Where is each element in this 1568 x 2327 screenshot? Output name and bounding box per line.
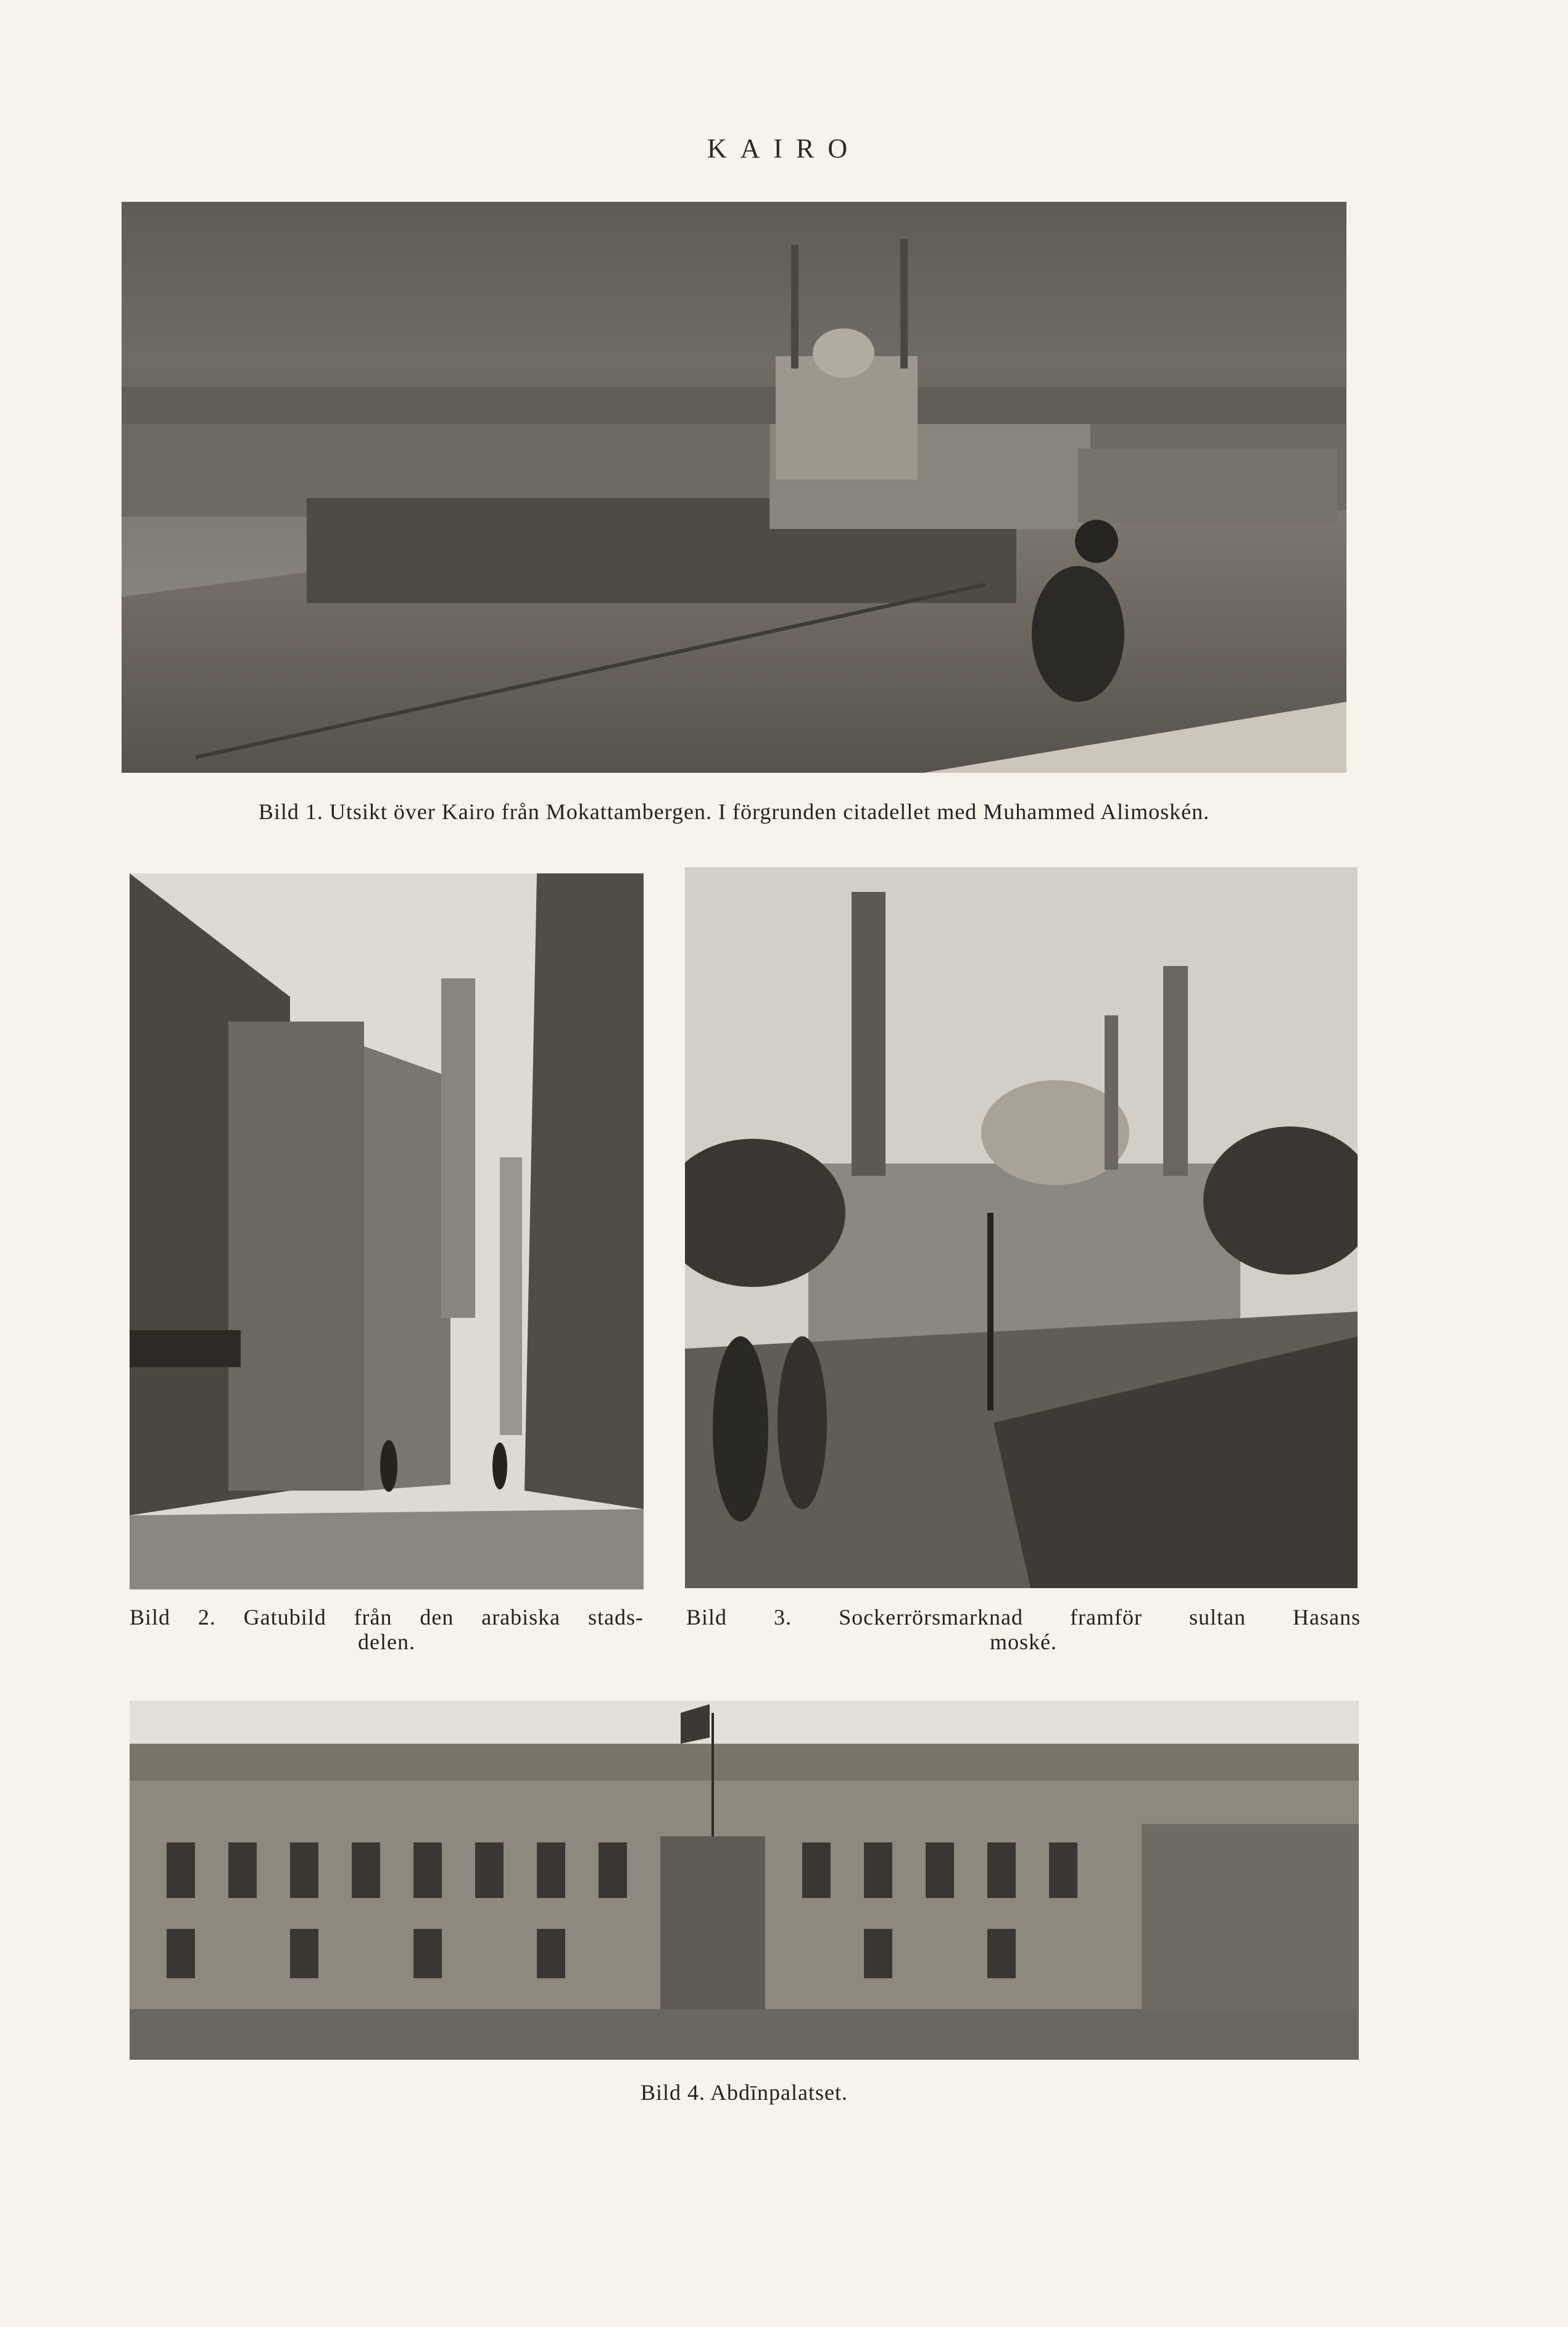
photo-bild-2-street (130, 873, 644, 1589)
caption-bild-1: Bild 1. Utsikt över Kairo från Mokattambergen. I förgrunden citadellet med Muhammed Alimoskén. (258, 799, 1210, 824)
page-title: KAIRO (707, 133, 861, 164)
photo-bild-4-palace (130, 1700, 1359, 2060)
caption-bild-3: Bild 3. Sockerrörsmarknad framför sultan Hasans moské. (686, 1605, 1361, 1654)
caption-bild-4: Bild 4. Abdīnpalatset. (641, 2080, 848, 2105)
photo-bild-1-cairo-panorama (122, 202, 1346, 773)
photo-bild-3-market (685, 867, 1358, 1588)
caption-bild-2: Bild 2. Gatubild från den arabiska stads- delen. (130, 1605, 644, 1654)
